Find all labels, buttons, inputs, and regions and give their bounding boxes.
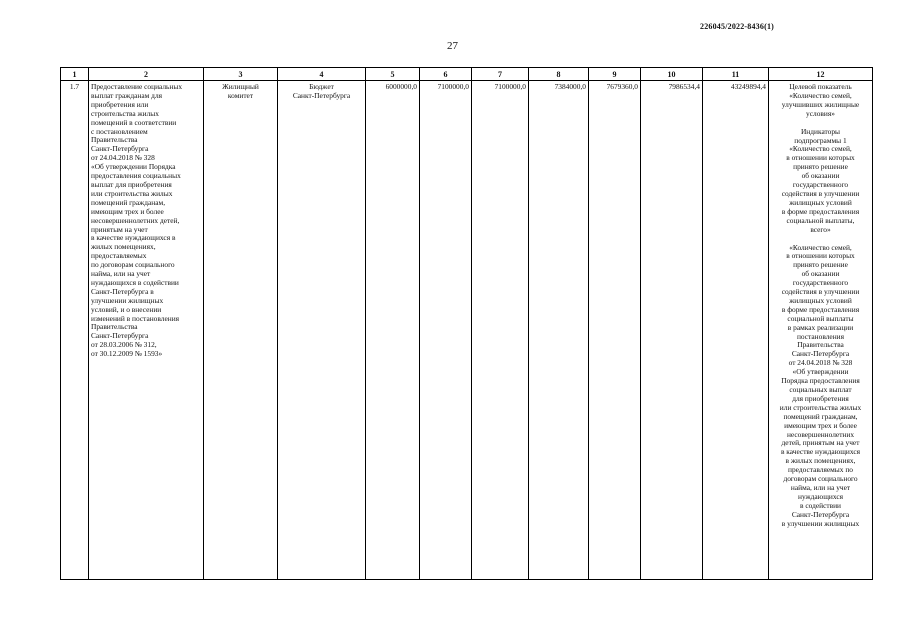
header-cell-9: 9 — [589, 68, 641, 81]
header-cell-5: 5 — [366, 68, 420, 81]
subprogram-indicators-text: Индикаторы подпрограммы 1 «Количество семей, в отношении которых принято решение об оказании государственного содействия в улучшении жилищных условий в форме предоставления социальной выплаты, всего» — [781, 126, 860, 234]
indicators-cell — [769, 81, 873, 580]
header-cell-3: 3 — [204, 68, 278, 81]
amount-col7: 7100000,0 — [472, 81, 529, 580]
header-row — [61, 68, 873, 81]
table-row — [61, 81, 873, 580]
amount-col6: 7100000,0 — [420, 81, 472, 580]
amount-total: 43249894,4 — [703, 81, 769, 580]
funding-source: Бюджет Санкт-Петербурга — [278, 81, 366, 580]
header-cell-12: 12 — [769, 68, 873, 81]
responsible-executor: Жилищный комитет — [204, 81, 278, 580]
program-table — [60, 67, 873, 580]
document-id: 226045/2022-8436(1) — [700, 22, 775, 31]
target-indicator-text: Целевой показатель «Количество семей, улучшивших жилищные условия» — [781, 82, 860, 118]
amount-col5: 6000000,0 — [366, 81, 420, 580]
amount-col10: 7986534,4 — [641, 81, 703, 580]
header-cell-2: 2 — [89, 68, 204, 81]
header-cell-11: 11 — [703, 68, 769, 81]
page-number: 27 — [447, 40, 458, 52]
header-cell-8: 8 — [529, 68, 589, 81]
header-cell-10: 10 — [641, 68, 703, 81]
header-cell-7: 7 — [472, 68, 529, 81]
header-cell-4: 4 — [278, 68, 366, 81]
header-cell-6: 6 — [420, 68, 472, 81]
indicator-detail-text: «Количество семей, в отношении которых принято решение об оказании государственного содействия в улучшении жилищных условий в форме предоставления социальной выплаты в рамках реализации постановления Правительства Санкт-Петербурга от 24.04.2018 № 328 «Об утверждении Порядка предоставления социальных выплат для приобретения или строительства жилых помещений гражданам, имеющим трех и более несовершеннолетних детей, принятым на учет в качестве нуждающихся в жилых помещениях, предоставляемых по договорам социального найма, или на учет нуждающихся в содействии Санкт-Петербурга в улучшении жилищных — [779, 242, 862, 528]
amount-col9: 7679360,0 — [589, 81, 641, 580]
measure-description: Предоставление социальных выплат гражданам для приобретения или строительства жилых помещений в соответствии с постановлением Правительства Санкт-Петербурга от 24.04.2018 № 328 «Об утверждении Порядка предоставления социальных выплат для приобретения или строительства жилых помещений гражданам, имеющим трех и более несовершеннолетних детей, принятым на учет в качестве нуждающихся в жилых помещениях, предоставляемых по договорам социального найма, или на учет нуждающихся в содействии Санкт-Петербурга в улучшении жилищных условий, и о внесении изменений в постановления Правительства Санкт-Петербурга от 28.03.2006 № 312, от 30.12.2009 № 1593» — [89, 81, 204, 580]
row-number: 1.7 — [61, 81, 89, 580]
header-cell-1: 1 — [61, 68, 89, 81]
amount-col8: 7384000,0 — [529, 81, 589, 580]
